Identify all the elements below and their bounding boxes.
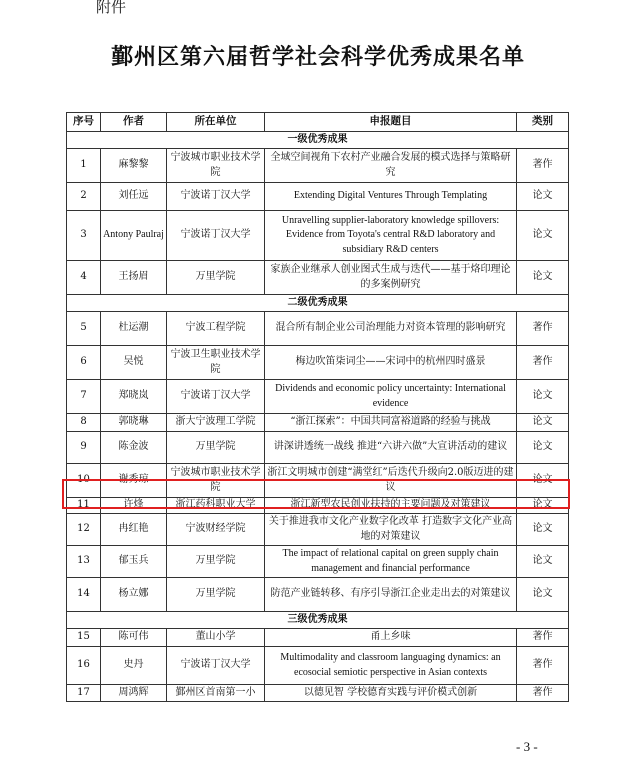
entry-type: 论文 — [517, 211, 569, 261]
author-name: 许烽 — [101, 498, 167, 514]
entry-type: 著作 — [517, 149, 569, 183]
entry-title: 全域空间视角下农村产业融合发展的模式选择与策略研究 — [265, 149, 517, 183]
table-row — [67, 514, 569, 546]
entry-title: “浙江探索”：中国共同富裕道路的经验与挑战 — [265, 414, 517, 432]
table-header-row — [67, 113, 569, 132]
entry-type: 著作 — [517, 346, 569, 380]
author-name: 史丹 — [101, 647, 167, 685]
entry-type: 论文 — [517, 546, 569, 578]
unit-name: 万里学院 — [167, 546, 265, 578]
row-number: 7 — [67, 380, 101, 414]
unit-name: 董山小学 — [167, 629, 265, 647]
table-row — [67, 464, 569, 498]
unit-name: 万里学院 — [167, 578, 265, 612]
row-number: 11 — [67, 498, 101, 514]
row-number: 15 — [67, 629, 101, 647]
unit-name: 宁波工程学院 — [167, 312, 265, 346]
entry-type: 论文 — [517, 380, 569, 414]
table-row — [67, 183, 569, 211]
unit-name: 宁波诺丁汉大学 — [167, 647, 265, 685]
row-number: 9 — [67, 432, 101, 464]
row-number: 13 — [67, 546, 101, 578]
entry-title: 讲深讲透统一战线 推进“六讲六做”大宣讲活动的建议 — [265, 432, 517, 464]
entry-title: Multimodality and classroom languaging dynamics: an ecosocial semiotic perspective in Asian contexts — [265, 647, 517, 685]
entry-title: 混合所有制企业公司治理能力对资本管理的影响研究 — [265, 312, 517, 346]
author-name: 陈金波 — [101, 432, 167, 464]
entry-type: 著作 — [517, 629, 569, 647]
header-type: 类别 — [517, 113, 569, 132]
unit-name: 宁波城市职业技术学院 — [167, 464, 265, 498]
entry-title: Dividends and economic policy uncertainty: International evidence — [265, 380, 517, 414]
entry-title: 浙江文明城市创建“满堂红”后迭代升级向2.0版迈进的建议 — [265, 464, 517, 498]
table-row — [67, 414, 569, 432]
row-number: 8 — [67, 414, 101, 432]
author-name: 谢秀琼 — [101, 464, 167, 498]
unit-name: 宁波诺丁汉大学 — [167, 183, 265, 211]
unit-name: 浙江药科职业大学 — [167, 498, 265, 514]
row-number: 5 — [67, 312, 101, 346]
row-number: 4 — [67, 261, 101, 295]
row-number: 17 — [67, 685, 101, 702]
row-number: 3 — [67, 211, 101, 261]
entry-title: 梅边吹笛柒词尘——宋词中的杭州四时盛景 — [265, 346, 517, 380]
table-body — [67, 132, 569, 702]
author-name: 陈可伟 — [101, 629, 167, 647]
table-row — [67, 498, 569, 514]
author-name: 王扬眉 — [101, 261, 167, 295]
entry-type: 论文 — [517, 432, 569, 464]
section-header — [67, 612, 569, 629]
row-number: 16 — [67, 647, 101, 685]
table-row — [67, 647, 569, 685]
table-row — [67, 149, 569, 183]
table-row — [67, 629, 569, 647]
section-header — [67, 295, 569, 312]
section-header — [67, 132, 569, 149]
table-row — [67, 380, 569, 414]
unit-name: 万里学院 — [167, 261, 265, 295]
author-name: 周鸿辉 — [101, 685, 167, 702]
row-number: 10 — [67, 464, 101, 498]
author-name: 冉红艳 — [101, 514, 167, 546]
section-label: 二级优秀成果 — [67, 295, 569, 312]
entry-title: 浙江新型农民创业扶持的主要问题及对策建议 — [265, 498, 517, 514]
author-name: 郁玉兵 — [101, 546, 167, 578]
row-number: 12 — [67, 514, 101, 546]
table-row — [67, 546, 569, 578]
entry-title: 甬上乡味 — [265, 629, 517, 647]
entry-type: 论文 — [517, 514, 569, 546]
entry-type: 论文 — [517, 464, 569, 498]
unit-name: 宁波财经学院 — [167, 514, 265, 546]
table-row — [67, 211, 569, 261]
page-number: - 3 - — [516, 739, 538, 754]
row-number: 14 — [67, 578, 101, 612]
table-row — [67, 578, 569, 612]
header-unit: 所在单位 — [167, 113, 265, 132]
entry-type: 著作 — [517, 312, 569, 346]
entry-title: The impact of relational capital on green supply chain management and financial performance — [265, 546, 517, 578]
entry-type: 著作 — [517, 685, 569, 702]
entry-type: 论文 — [517, 183, 569, 211]
entry-type: 论文 — [517, 414, 569, 432]
unit-name: 宁波诺丁汉大学 — [167, 211, 265, 261]
author-name: 杨立娜 — [101, 578, 167, 612]
unit-name: 宁波城市职业技术学院 — [167, 149, 265, 183]
author-name: 郑晓岚 — [101, 380, 167, 414]
unit-name: 鄞州区首南第一小 — [167, 685, 265, 702]
unit-name: 宁波卫生职业技术学院 — [167, 346, 265, 380]
table-row — [67, 261, 569, 295]
row-number: 1 — [67, 149, 101, 183]
unit-name: 浙大宁波理工学院 — [167, 414, 265, 432]
entry-type: 论文 — [517, 261, 569, 295]
author-name: Antony Paulraj — [101, 211, 167, 261]
entry-title: Extending Digital Ventures Through Templating — [265, 183, 517, 211]
unit-name: 万里学院 — [167, 432, 265, 464]
table-row — [67, 346, 569, 380]
entry-type: 著作 — [517, 647, 569, 685]
author-name: 刘任远 — [101, 183, 167, 211]
entry-title: 关于推进我市文化产业数字化改革 打造数字文化产业高地的对策建议 — [265, 514, 517, 546]
entry-type: 论文 — [517, 578, 569, 612]
table-row — [67, 432, 569, 464]
entry-title: 以德见智 学校德育实践与评价模式创新 — [265, 685, 517, 702]
author-name: 杜运潮 — [101, 312, 167, 346]
header-author: 作者 — [101, 113, 167, 132]
attachment-label: 附件 — [96, 0, 127, 16]
awards-table — [66, 112, 569, 702]
page-title: 鄞州区第六届哲学社会科学优秀成果名单 — [110, 44, 525, 70]
table-row — [67, 312, 569, 346]
section-label: 三级优秀成果 — [67, 612, 569, 629]
section-label: 一级优秀成果 — [67, 132, 569, 149]
author-name: 吴悦 — [101, 346, 167, 380]
author-name: 郭晓琳 — [101, 414, 167, 432]
entry-title: 防范产业链转移、有序引导浙江企业走出去的对策建议 — [265, 578, 517, 612]
author-name: 麻黎黎 — [101, 149, 167, 183]
entry-type: 论文 — [517, 498, 569, 514]
table-row — [67, 685, 569, 702]
entry-title: 家族企业继承人创业图式生成与迭代——基于烙印理论的多案例研究 — [265, 261, 517, 295]
header-title: 申报题目 — [265, 113, 517, 132]
header-no: 序号 — [67, 113, 101, 132]
entry-title: Unravelling supplier-laboratory knowledge spillovers: Evidence from Toyota's central R&D laboratory and subsidiary R&D centers — [265, 211, 517, 261]
unit-name: 宁波诺丁汉大学 — [167, 380, 265, 414]
row-number: 2 — [67, 183, 101, 211]
row-number: 6 — [67, 346, 101, 380]
